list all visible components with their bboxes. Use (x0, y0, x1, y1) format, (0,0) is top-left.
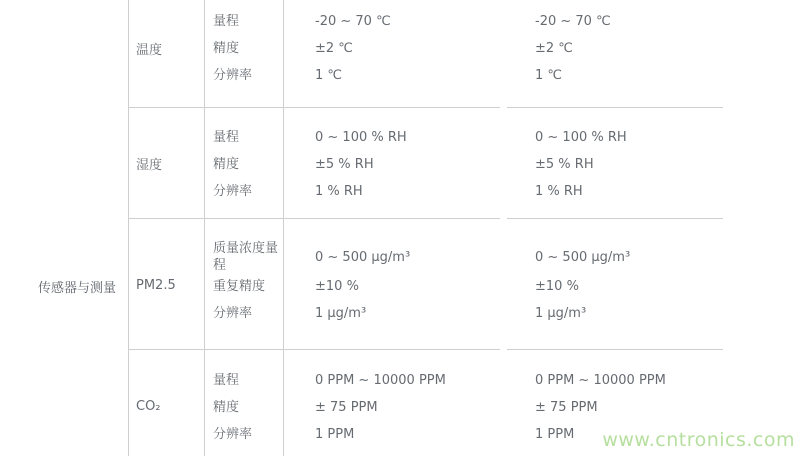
spec-label: 精度 (213, 400, 240, 415)
spec-line (128, 35, 723, 62)
row-divider-2-right (507, 218, 723, 219)
spec-label: 量程 (213, 14, 240, 29)
spec-value-col2: 1 μg/m³ (535, 306, 587, 321)
spec-line (128, 178, 723, 205)
spec-value-col2: 0 ~ 500 μg/m³ (535, 249, 631, 265)
table-row-pm25 (128, 234, 723, 327)
row-divider-3-left (128, 349, 500, 350)
spec-value-col2: ±5 % RH (535, 157, 594, 172)
spec-value-col1: ±5 % RH (315, 157, 374, 172)
spec-line (128, 300, 723, 327)
spec-value-col1: 1 ℃ (315, 68, 343, 83)
spec-label: 分辨率 (213, 68, 253, 83)
spec-value-col1: ±10 % (315, 279, 359, 294)
spec-label: 分辨率 (213, 184, 253, 199)
spec-value-col2: 1 PPM (535, 427, 575, 442)
spec-value-col1: 1 % RH (315, 184, 363, 199)
row-divider-1-right (507, 107, 723, 108)
category-label-pm25: PM2.5 (136, 278, 176, 293)
spec-line (128, 367, 723, 394)
spec-value-col1: -20 ~ 70 ℃ (315, 14, 391, 29)
spec-label: 量程 (213, 373, 240, 388)
row-divider-1-left (128, 107, 500, 108)
spec-value-col1: 0 ~ 500 μg/m³ (315, 249, 411, 265)
spec-value-col1: ± 75 PPM (315, 400, 378, 415)
spec-line (128, 273, 723, 300)
spec-value-col1: 1 μg/m³ (315, 306, 367, 321)
spec-value-col2: 1 ℃ (535, 68, 563, 83)
spec-value-col2: 0 PPM ~ 10000 PPM (535, 373, 666, 388)
spec-value-col1: 0 ~ 100 % RH (315, 130, 407, 145)
site-watermark: www.cntronics.com (602, 429, 795, 451)
section-label: 传感器与测量 (38, 281, 117, 296)
spec-label: 精度 (213, 41, 240, 56)
spec-value-col2: 0 ~ 100 % RH (535, 130, 627, 145)
spec-label: 分辨率 (213, 427, 253, 442)
spec-line (128, 124, 723, 151)
row-divider-3-right (507, 349, 723, 350)
spec-label: 精度 (213, 157, 240, 172)
spec-value-col2: 1 % RH (535, 184, 583, 199)
spec-value-col2: ±10 % (535, 279, 579, 294)
spec-label: 质量浓度量程 (213, 241, 279, 273)
spec-value-col2: -20 ~ 70 ℃ (535, 14, 611, 29)
spec-value-col2: ± 75 PPM (535, 400, 598, 415)
spec-value-col1: 0 PPM ~ 10000 PPM (315, 373, 446, 388)
spec-line (128, 62, 723, 89)
category-label-humidity: 湿度 (136, 158, 163, 173)
table-row-temperature (128, 8, 723, 89)
spec-label: 重复精度 (213, 279, 266, 294)
spec-line (128, 151, 723, 178)
spec-value-col2: ±2 ℃ (535, 41, 573, 56)
spec-label: 分辨率 (213, 306, 253, 321)
spec-value-col1: 1 PPM (315, 427, 355, 442)
spec-line (128, 394, 723, 421)
spec-label: 量程 (213, 130, 240, 145)
row-divider-2-left (128, 218, 500, 219)
table-row-humidity (128, 124, 723, 205)
category-label-temperature: 温度 (136, 43, 163, 58)
spec-value-col1: ±2 ℃ (315, 41, 353, 56)
category-label-co2: CO₂ (136, 399, 161, 414)
spec-line (128, 8, 723, 35)
